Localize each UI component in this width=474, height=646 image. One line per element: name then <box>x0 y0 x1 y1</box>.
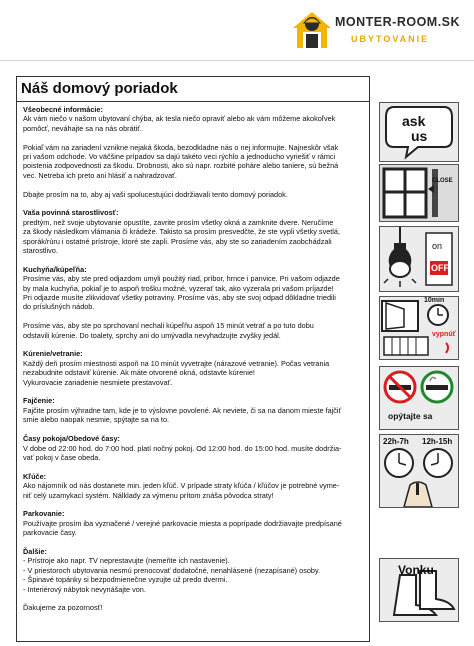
ten-min-label: 10min <box>424 297 445 304</box>
text-line: Ďakujeme za pozornosť! <box>23 603 103 613</box>
blank-line <box>23 387 365 396</box>
text-line: V dobe od 22:00 hod. do 7:00 hod. platí nočný pokoj. Od 12:00 hod. do 15:00 hod. musíte dodržia- <box>23 443 342 453</box>
ask-smoke-label: opýtajte sa <box>388 411 433 421</box>
section-heading: Všeobecné informácie: <box>23 105 103 114</box>
ask-us-tile <box>379 102 459 162</box>
text-line: Pokiaľ vám na zariadení vznikne nejaká škoda, bezodkladne nás o nej informujte. Najneskôr však <box>23 142 339 152</box>
text-line: starostlivo. <box>23 246 58 256</box>
house-worker-logo-icon <box>291 10 333 50</box>
page-title: Náš domový poriadok <box>21 80 178 97</box>
section-heading: Fajčenie: <box>23 396 55 406</box>
switch-on-label: on <box>432 241 443 251</box>
text-line: Každý deň prosím miestnosti aspoň na 10 minút vyvetrajte (nárazové vetranie). Počas vetrania <box>23 358 330 368</box>
title-divider <box>17 101 369 102</box>
text-line: pomôcť, neváhajte sa na nás obrátiť. <box>23 123 143 133</box>
header-divider <box>0 60 474 61</box>
brand-name: MONTER-ROOM.SK <box>335 15 461 29</box>
blank-line <box>23 340 365 349</box>
blank-line <box>23 425 365 434</box>
text-line: pri vašom odchode. Vo väčšine prípadov sa dajú takéto veci rýchlo a jednoducho vyriešiť v rámci <box>23 152 336 162</box>
smoking-tile <box>379 366 459 430</box>
lightbulb-switch-icon <box>380 227 458 291</box>
outside-label: Vonku <box>398 563 434 577</box>
time-night-label: 22h-7h <box>383 437 409 446</box>
text-line: - Interiérový nábytok nevynášajte von. <box>23 584 146 594</box>
blank-line <box>23 133 365 142</box>
rules-text <box>23 105 365 613</box>
text-line: - V priestoroch ubytovania nesmú prenocovať dodatočné, nenahlásené (nezapísané) osoby. <box>23 565 321 575</box>
close-window-tile <box>379 164 459 222</box>
text-line: Prosíme vás, aby ste pred odjazdom umyli použitý riad, príbor, hrnce i panvice. Pri vašom odjazde <box>23 274 340 284</box>
text-line: do príslušných nádob. <box>23 302 95 312</box>
ventilation-tile <box>379 296 459 360</box>
heating-off-label: vypnúť <box>432 331 456 338</box>
blank-line <box>23 312 365 321</box>
section-heading: Časy pokoja/Obedové časy: <box>23 434 120 444</box>
blank-line <box>23 180 365 189</box>
section-heading: Kuchyňa/kúpeľňa: <box>23 264 87 274</box>
logo <box>291 8 471 52</box>
text-line: - Prístroje ako napr. TV neprestavujte (nemeňte ich nastavenie). <box>23 556 230 566</box>
text-line: Používajte prosím iba vyznačené / verejné parkovacie miesta a poprípade dodržiavajte predpísané <box>23 518 342 528</box>
section-heading: Parkovanie: <box>23 509 65 519</box>
text-line: Dbajte prosím na to, aby aj vaši spolucestujúci dodržiavali tento domový poriadok. <box>23 189 288 199</box>
blank-line <box>23 594 365 603</box>
text-line: predtým, než svoje ubytovanie opustíte, zavrite prosím všetky okná a zamknite dvere. Neručíme <box>23 217 334 227</box>
brand-subtitle: UBYTOVANIE <box>351 34 430 44</box>
text-line: vec. Netreba ich preto ani hlásiť a nahradzovať. <box>23 170 177 180</box>
text-line: smie alebo naopak nesmie, spýtajte sa na to. <box>23 415 170 425</box>
text-line: by mala kuchyňa, pokiaľ je to aspoň trošku možné, vyzerať tak, ako vyzerala pri vašom príjazde! <box>23 283 334 293</box>
text-line: poistenia zodpovednosti za škodu. Drobnosti, ako sú napr. rozbité poháre alebo taniere, sú bežná <box>23 161 339 171</box>
section-heading: Ďalšie: <box>23 546 47 556</box>
text-line: parkovacie časy. <box>23 528 77 538</box>
blank-line <box>23 538 365 547</box>
blank-line <box>23 255 365 264</box>
close-label: CLOSE <box>432 178 453 184</box>
switch-off-label: OFF <box>431 263 449 273</box>
blank-line <box>23 462 365 471</box>
section-heading: Kľúče: <box>23 471 47 481</box>
time-noon-label: 12h-15h <box>422 437 453 446</box>
shoes-outside-tile <box>379 558 459 622</box>
light-switch-tile <box>379 226 459 292</box>
house-rules-panel <box>16 76 370 642</box>
blank-line <box>23 500 365 509</box>
text-line: odstavili kúrenie. Do toalety, sprchy ani do umývadla nevyhadzujte zvyšky jedál. <box>23 330 281 340</box>
text-line: Prosíme vás, aby ste po sprchovaní nechali kúpeľňu aspoň 15 minút vetrať a po tuto dobu <box>23 321 314 331</box>
text-line: Fajčite prosím výhradne tam, kde je to výslovne povolené. Ak neviete, či sa na danom mieste fajčiť <box>23 405 342 415</box>
text-line: za škody následkom vlámania či krádeže. Takisto sa prosím presvedčte, že ste vypli všetky svetlá, <box>23 227 341 237</box>
text-line: Ako nájomník od nás dostanete min. jeden kľúč. V prípade straty kľúča / kľúčov je potrebné vyme- <box>23 481 340 491</box>
text-line: - Špinavé topánky si bezpodmienečne vyzujte už predo dvermi. <box>23 575 228 585</box>
open-window-radiator-icon <box>380 297 458 359</box>
section-heading: Kúrenie/vetranie: <box>23 349 83 359</box>
text-line: Pri odjazde musíte zlikvidovať všetky potraviny. Prosíme vás, aby ste svoj odpad dôkladne triedili <box>23 293 336 303</box>
text-line: Ak vám niečo v našom ubytovaní chýba, ak tesla niečo opraviť alebo ak vám môžeme akokoľvek <box>23 114 336 124</box>
ask-label: ask <box>402 113 426 129</box>
text-line: Vykurovacie zariadenie nesmiete prestavovať. <box>23 377 173 387</box>
window-close-icon <box>380 165 458 221</box>
quiet-hours-tile <box>379 434 459 508</box>
text-line: nezabudnite odstaviť kúrenie. Ak máte otvorené okná, odstavte kúrenie! <box>23 368 255 378</box>
blank-line <box>23 199 365 208</box>
text-line: sporák/rúru i ostatné prístroje, ktoré ste zapli. Prosíme vás, aby ste so zariadením zaobchádzali <box>23 236 332 246</box>
us-label: us <box>411 128 428 144</box>
text-line: niť celý uzamykací systém. Nálklady za výmenu prítom znáša pôvodca straty! <box>23 490 274 500</box>
text-line: vať pokoj v čase obeda. <box>23 452 101 462</box>
section-heading: Vaša povinná starostlivosť: <box>23 208 119 218</box>
